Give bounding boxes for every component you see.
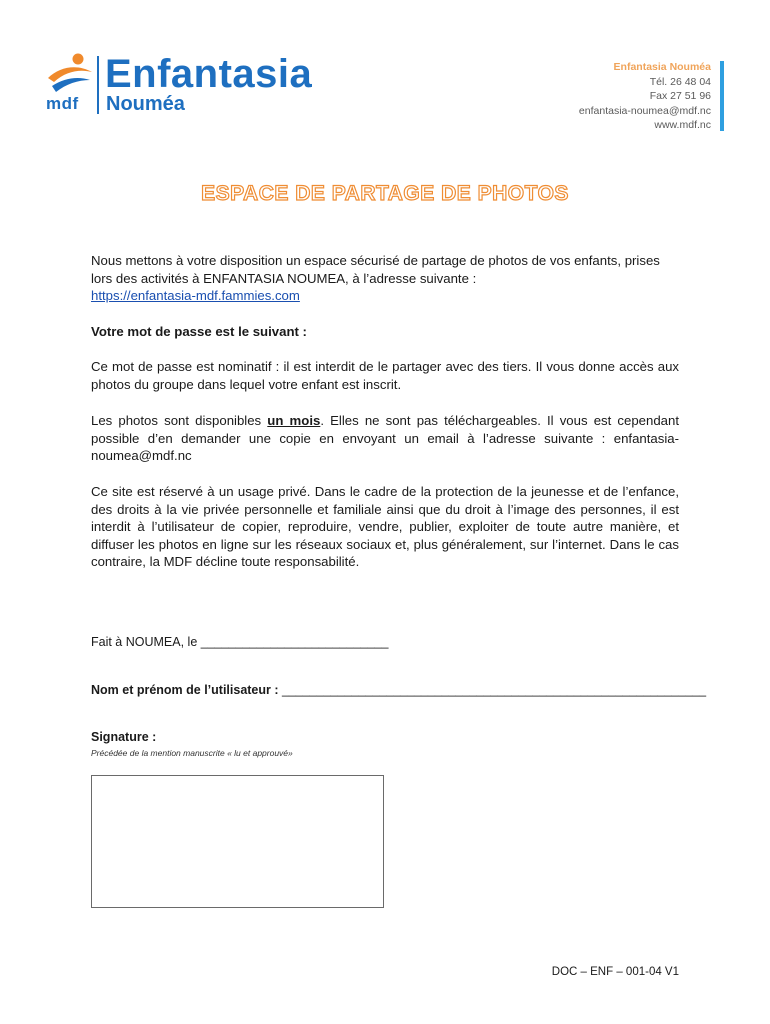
contact-fax: Fax 27 51 96 xyxy=(649,90,711,102)
user-name-line: _____________________________________________________________ xyxy=(278,683,707,697)
intro-paragraph xyxy=(91,252,679,305)
intro-text: Nous mettons à votre disposition un espace sécurisé de partage de photos de vos enfants, prises lors des activités à ENFANTASIA NOUMEA, à l’adresse suivante : xyxy=(91,253,660,286)
user-name-field[interactable] xyxy=(91,683,706,697)
contact-email[interactable]: enfantasia-noumea@mdf.nc xyxy=(578,104,711,117)
logo-city: Nouméa xyxy=(106,93,185,115)
logo-name: Enfantasia xyxy=(105,52,313,96)
contact-accent-bar xyxy=(720,61,724,131)
paragraph-disponibilite xyxy=(91,412,679,465)
signature-box[interactable] xyxy=(91,775,384,908)
document-title: ESPACE DE PARTAGE DE PHOTOS xyxy=(201,182,569,205)
contact-web[interactable]: www.mdf.nc xyxy=(654,119,711,131)
fait-a-field[interactable]: Fait à NOUMEA, le ___________________________ xyxy=(91,635,389,649)
dispo-emphasis: un mois xyxy=(267,413,321,428)
paragraph-nominatif: Ce mot de passe est nominatif : il est interdit de le partager avec des tiers. Il vous donne accès aux photos du groupe dans lequel votre enfant est inscrit. xyxy=(91,359,679,392)
logo-mdf-text: mdf xyxy=(46,94,79,113)
contact-org: Enfantasia Nouméa xyxy=(613,61,711,73)
photo-space-link[interactable]: https://enfantasia-mdf.fammies.com xyxy=(91,288,300,304)
contact-tel: Tél. 26 48 04 xyxy=(649,75,711,88)
signature-label: Signature : xyxy=(91,730,157,744)
signature-note: Précédée de la mention manuscrite « lu et approuvé» xyxy=(91,748,293,758)
dispo-after: . Elles ne sont pas téléchargeables. Il vous est cependant possible d’en demander une copie en envoyant un email à l’adresse suivante : enfantasia-noumea@mdf.nc xyxy=(91,413,680,464)
document-reference: DOC – ENF – 001-04 V1 xyxy=(551,966,679,978)
contact-block xyxy=(579,60,711,133)
dispo-before: Les photos sont disponibles xyxy=(91,413,268,428)
user-name-label: Nom et prénom de l’utilisateur : xyxy=(91,683,279,697)
logo-divider xyxy=(97,56,99,114)
enfantasia-logo xyxy=(44,52,334,118)
paragraph-usage: Ce site est réservé à un usage privé. Dans le cadre de la protection de la jeunesse et de l’enfance, des droits à la vie privée personnelle et familiale ainsi que du droit à l’image des personnes, il est interdit à l’utilisateur de copier, reproduire, vendre, publier, exploiter de toute autre manière, et diffuser les photos en ligne sur les réseaux sociaux et, plus généralement, sur l’internet. Dans le cas contraire, la MDF décline toute responsabilité. xyxy=(91,484,679,570)
child-figure-icon xyxy=(44,52,102,98)
password-label: Votre mot de passe est le suivant : xyxy=(91,324,307,339)
